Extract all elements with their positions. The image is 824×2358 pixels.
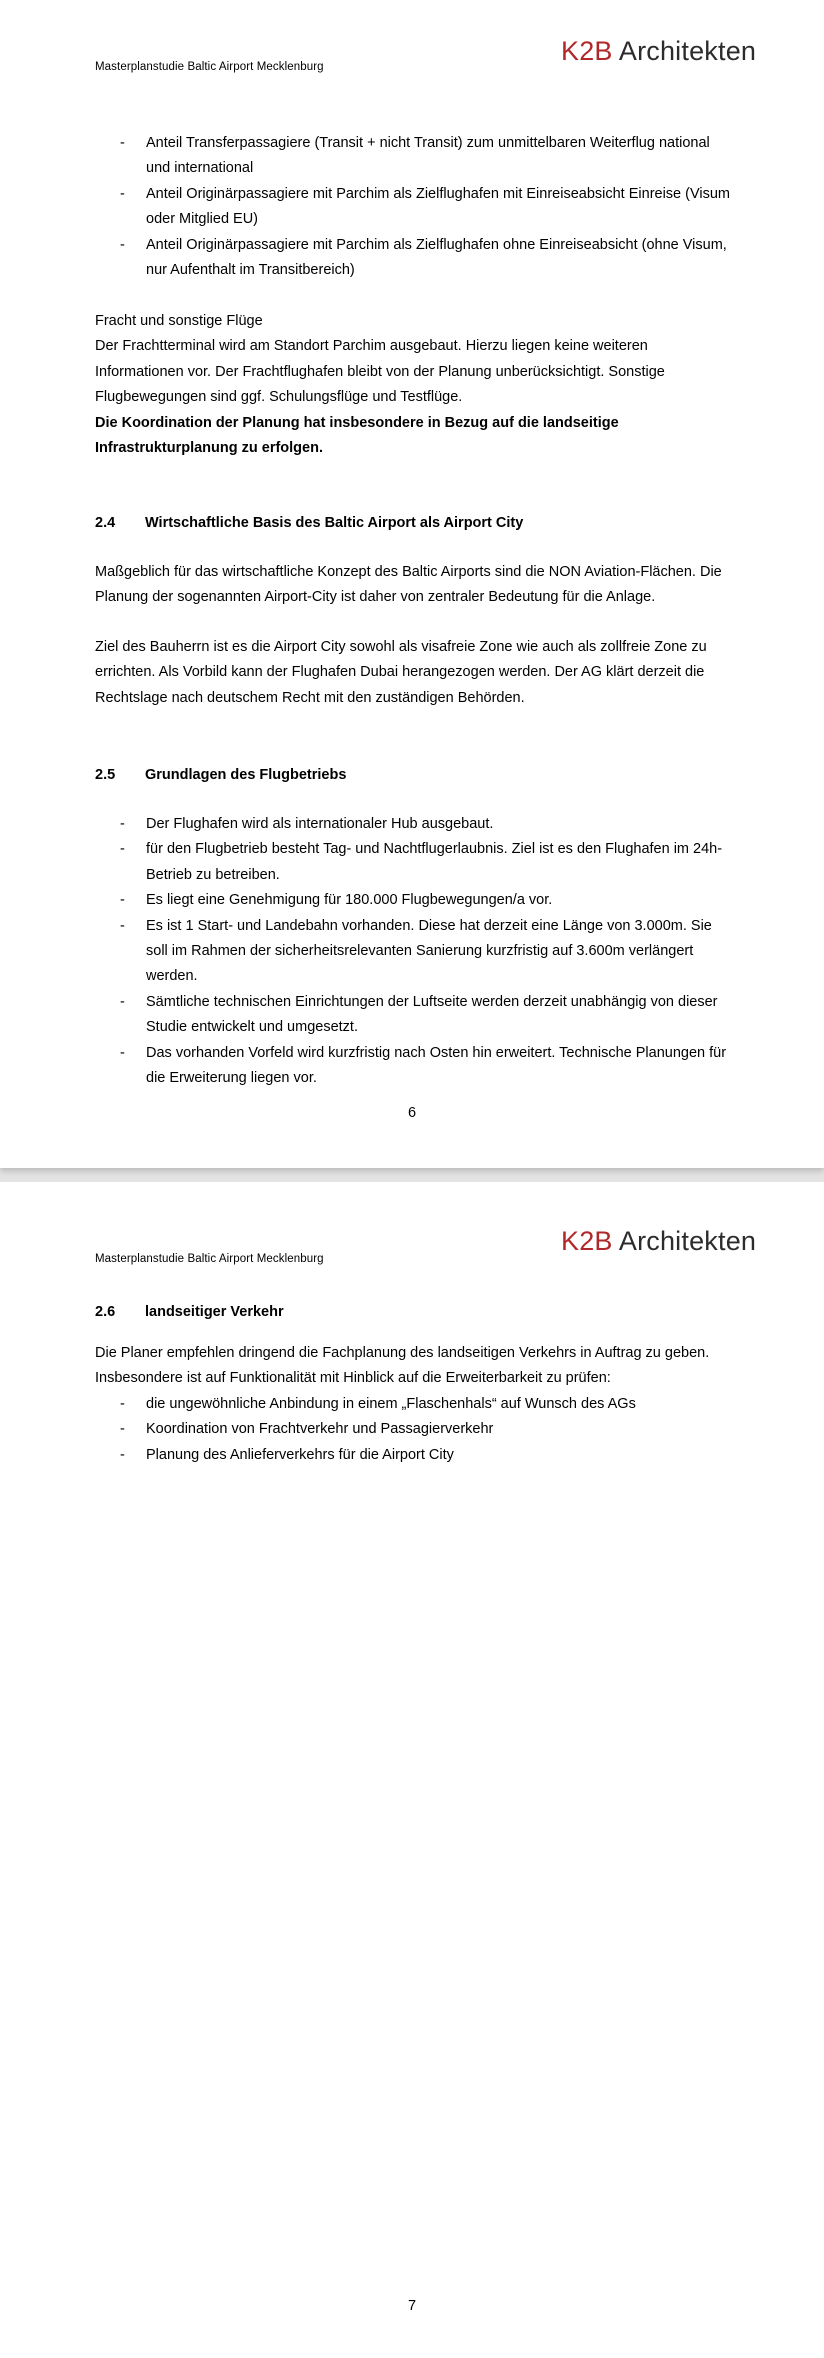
document-page-6 xyxy=(0,0,824,1168)
section-heading-2-4 xyxy=(95,511,523,536)
list-item: - Anteil Transferpassagiere (Transit + nicht Transit) zum unmittelbaren Weiterflug national und international xyxy=(120,135,710,177)
list-item: - Es liegt eine Genehmigung für 180.000 Flugbewegungen/a vor. xyxy=(120,892,553,909)
list-item: - Es ist 1 Start- und Landebahn vorhanden. Diese hat derzeit eine Länge von 3.000m. Sie soll im Rahmen der sicherheitsrelevanten Sanierung kurzfristig auf 3.600m verlängert werden. xyxy=(120,917,712,985)
paragraph: Die Planer empfehlen dringend die Fachplanung des landseitigen Verkehrs in Auftrag zu geben. Insbesondere ist auf Funktionalität mit Hinblick auf die Erweiterbarkeit zu prüfen: xyxy=(95,1345,710,1387)
passenger-share-list xyxy=(95,131,735,283)
section-title: Grundlagen des Flugbetriebs xyxy=(145,767,347,783)
list-item-text: Es ist 1 Start- und Landebahn vorhanden. Diese hat derzeit eine Länge von 3.000m. Sie soll im Rahmen der sicherheitsrelevanten Sanierung kurzfristig auf 3.600m verlängert werden. xyxy=(146,917,712,985)
header-document-title: Masterplanstudie Baltic Airport Mecklenburg xyxy=(95,61,324,73)
list-item-text: Planung des Anlieferverkehrs für die Airport City xyxy=(146,1446,454,1463)
k2b-architekten-logo xyxy=(561,1226,756,1256)
list-item-text: Anteil Originärpassagiere mit Parchim als Zielflughafen mit Einreiseabsicht Einreise (Visum oder Mitglied EU) xyxy=(146,185,731,228)
freight-bold-note: Die Koordination der Planung hat insbesondere in Bezug auf die landseitige Infrastrukturplanung zu erfolgen. xyxy=(95,414,619,457)
header-document-title: Masterplanstudie Baltic Airport Mecklenburg xyxy=(95,1253,324,1265)
page-number: 6 xyxy=(407,1105,417,1121)
list-item: - Der Flughafen wird als internationaler Hub ausgebaut. xyxy=(120,816,494,832)
logo-brand: K2B xyxy=(561,1226,613,1256)
list-item: - Anteil Originärpassagiere mit Parchim als Zielflughafen ohne Einreiseabsicht (ohne Visum, nur Aufenthalt im Transitbereich) xyxy=(120,236,727,279)
freight-heading: Fracht und sonstige Flüge xyxy=(95,313,263,329)
logo-suffix: Architekten xyxy=(618,1226,757,1256)
k2b-architekten-logo xyxy=(561,36,756,66)
list-item-text: Es liegt eine Genehmigung für 180.000 Flugbewegungen/a vor. xyxy=(146,892,553,909)
list-item-text: Anteil Originärpassagiere mit Parchim als Zielflughafen ohne Einreiseabsicht (ohne Visum, nur Aufenthalt im Transitbereich) xyxy=(146,236,727,279)
paragraph: Ziel des Bauherrn ist es die Airport City sowohl als visafreie Zone wie auch als zollfreie Zone zu errichten. Als Vorbild kann der Flughafen Dubai herangezogen werden. Der AG klärt derzeit die Rechtslage nach deutschem Recht mit den zuständigen Behörden. xyxy=(95,639,707,706)
list-item: - Sämtliche technischen Einrichtungen der Luftseite werden derzeit unabhängig von dieser Studie entwickelt und umgesetzt. xyxy=(120,993,718,1036)
section-number: 2.6 xyxy=(95,1304,116,1320)
list-item-text: die ungewöhnliche Anbindung in einem „Flaschenhals“ auf Wunsch des AGs xyxy=(146,1396,636,1412)
section-heading-2-6 xyxy=(95,1300,284,1325)
section-number: 2.5 xyxy=(95,767,116,783)
list-item: - Koordination von Frachtverkehr und Passagierverkehr xyxy=(120,1421,494,1438)
flight-operations-list xyxy=(95,812,735,1091)
list-item-text: für den Flugbetrieb besteht Tag- und Nachtflugerlaubnis. Ziel ist es den Flughafen im 24h-Betrieb zu betreiben. xyxy=(146,841,723,883)
section-heading-2-5 xyxy=(95,763,346,788)
list-item-text: Der Flughafen wird als internationaler Hub ausgebaut. xyxy=(146,816,494,832)
list-item: - Anteil Originärpassagiere mit Parchim als Zielflughafen mit Einreiseabsicht Einreise (Visum oder Mitglied EU) xyxy=(120,185,731,228)
logo-brand: K2B xyxy=(561,36,613,66)
list-item: - Planung des Anlieferverkehrs für die Airport City xyxy=(120,1446,454,1463)
section-title: landseitiger Verkehr xyxy=(145,1304,284,1320)
document-page-7 xyxy=(0,1182,824,2358)
section-number: 2.4 xyxy=(95,515,116,531)
list-item: - Das vorhanden Vorfeld wird kurzfristig nach Osten hin erweitert. Technische Planungen für die Erweiterung liegen vor. xyxy=(120,1044,727,1087)
landside-check-list xyxy=(95,1392,735,1468)
list-item-text: Sämtliche technischen Einrichtungen der Luftseite werden derzeit unabhängig von dieser Studie entwickelt und umgesetzt. xyxy=(146,993,718,1036)
list-item: - die ungewöhnliche Anbindung in einem „Flaschenhals“ auf Wunsch des AGs xyxy=(120,1396,636,1412)
list-item-text: Koordination von Frachtverkehr und Passagierverkehr xyxy=(146,1421,494,1438)
paragraph: Maßgeblich für das wirtschaftliche Konzept des Baltic Airports sind die NON Aviation-Flächen. Die Planung der sogenannten Airport-City ist daher von zentraler Bedeutung für die Anlage. xyxy=(95,564,722,606)
logo-suffix: Architekten xyxy=(618,36,757,66)
list-item-text: Das vorhanden Vorfeld wird kurzfristig nach Osten hin erweitert. Technische Planungen für die Erweiterung liegen vor. xyxy=(146,1044,727,1087)
list-item: - für den Flugbetrieb besteht Tag- und Nachtflugerlaubnis. Ziel ist es den Flughafen im 24h-Betrieb zu betreiben. xyxy=(120,841,723,883)
freight-text: Der Frachtterminal wird am Standort Parchim ausgebaut. Hierzu liegen keine weiteren Informationen vor. Der Frachtflughafen bleibt von der Planung unberücksichtigt. Sonstige Flugbewegungen sind ggf. Schulungsflüge und Testflüge. xyxy=(95,338,665,406)
section-title: Wirtschaftliche Basis des Baltic Airport als Airport City xyxy=(145,515,524,531)
list-item-text: Anteil Transferpassagiere (Transit + nicht Transit) zum unmittelbaren Weiterflug national und international xyxy=(146,135,710,177)
page-number: 7 xyxy=(407,2298,417,2314)
freight-block xyxy=(95,309,735,461)
